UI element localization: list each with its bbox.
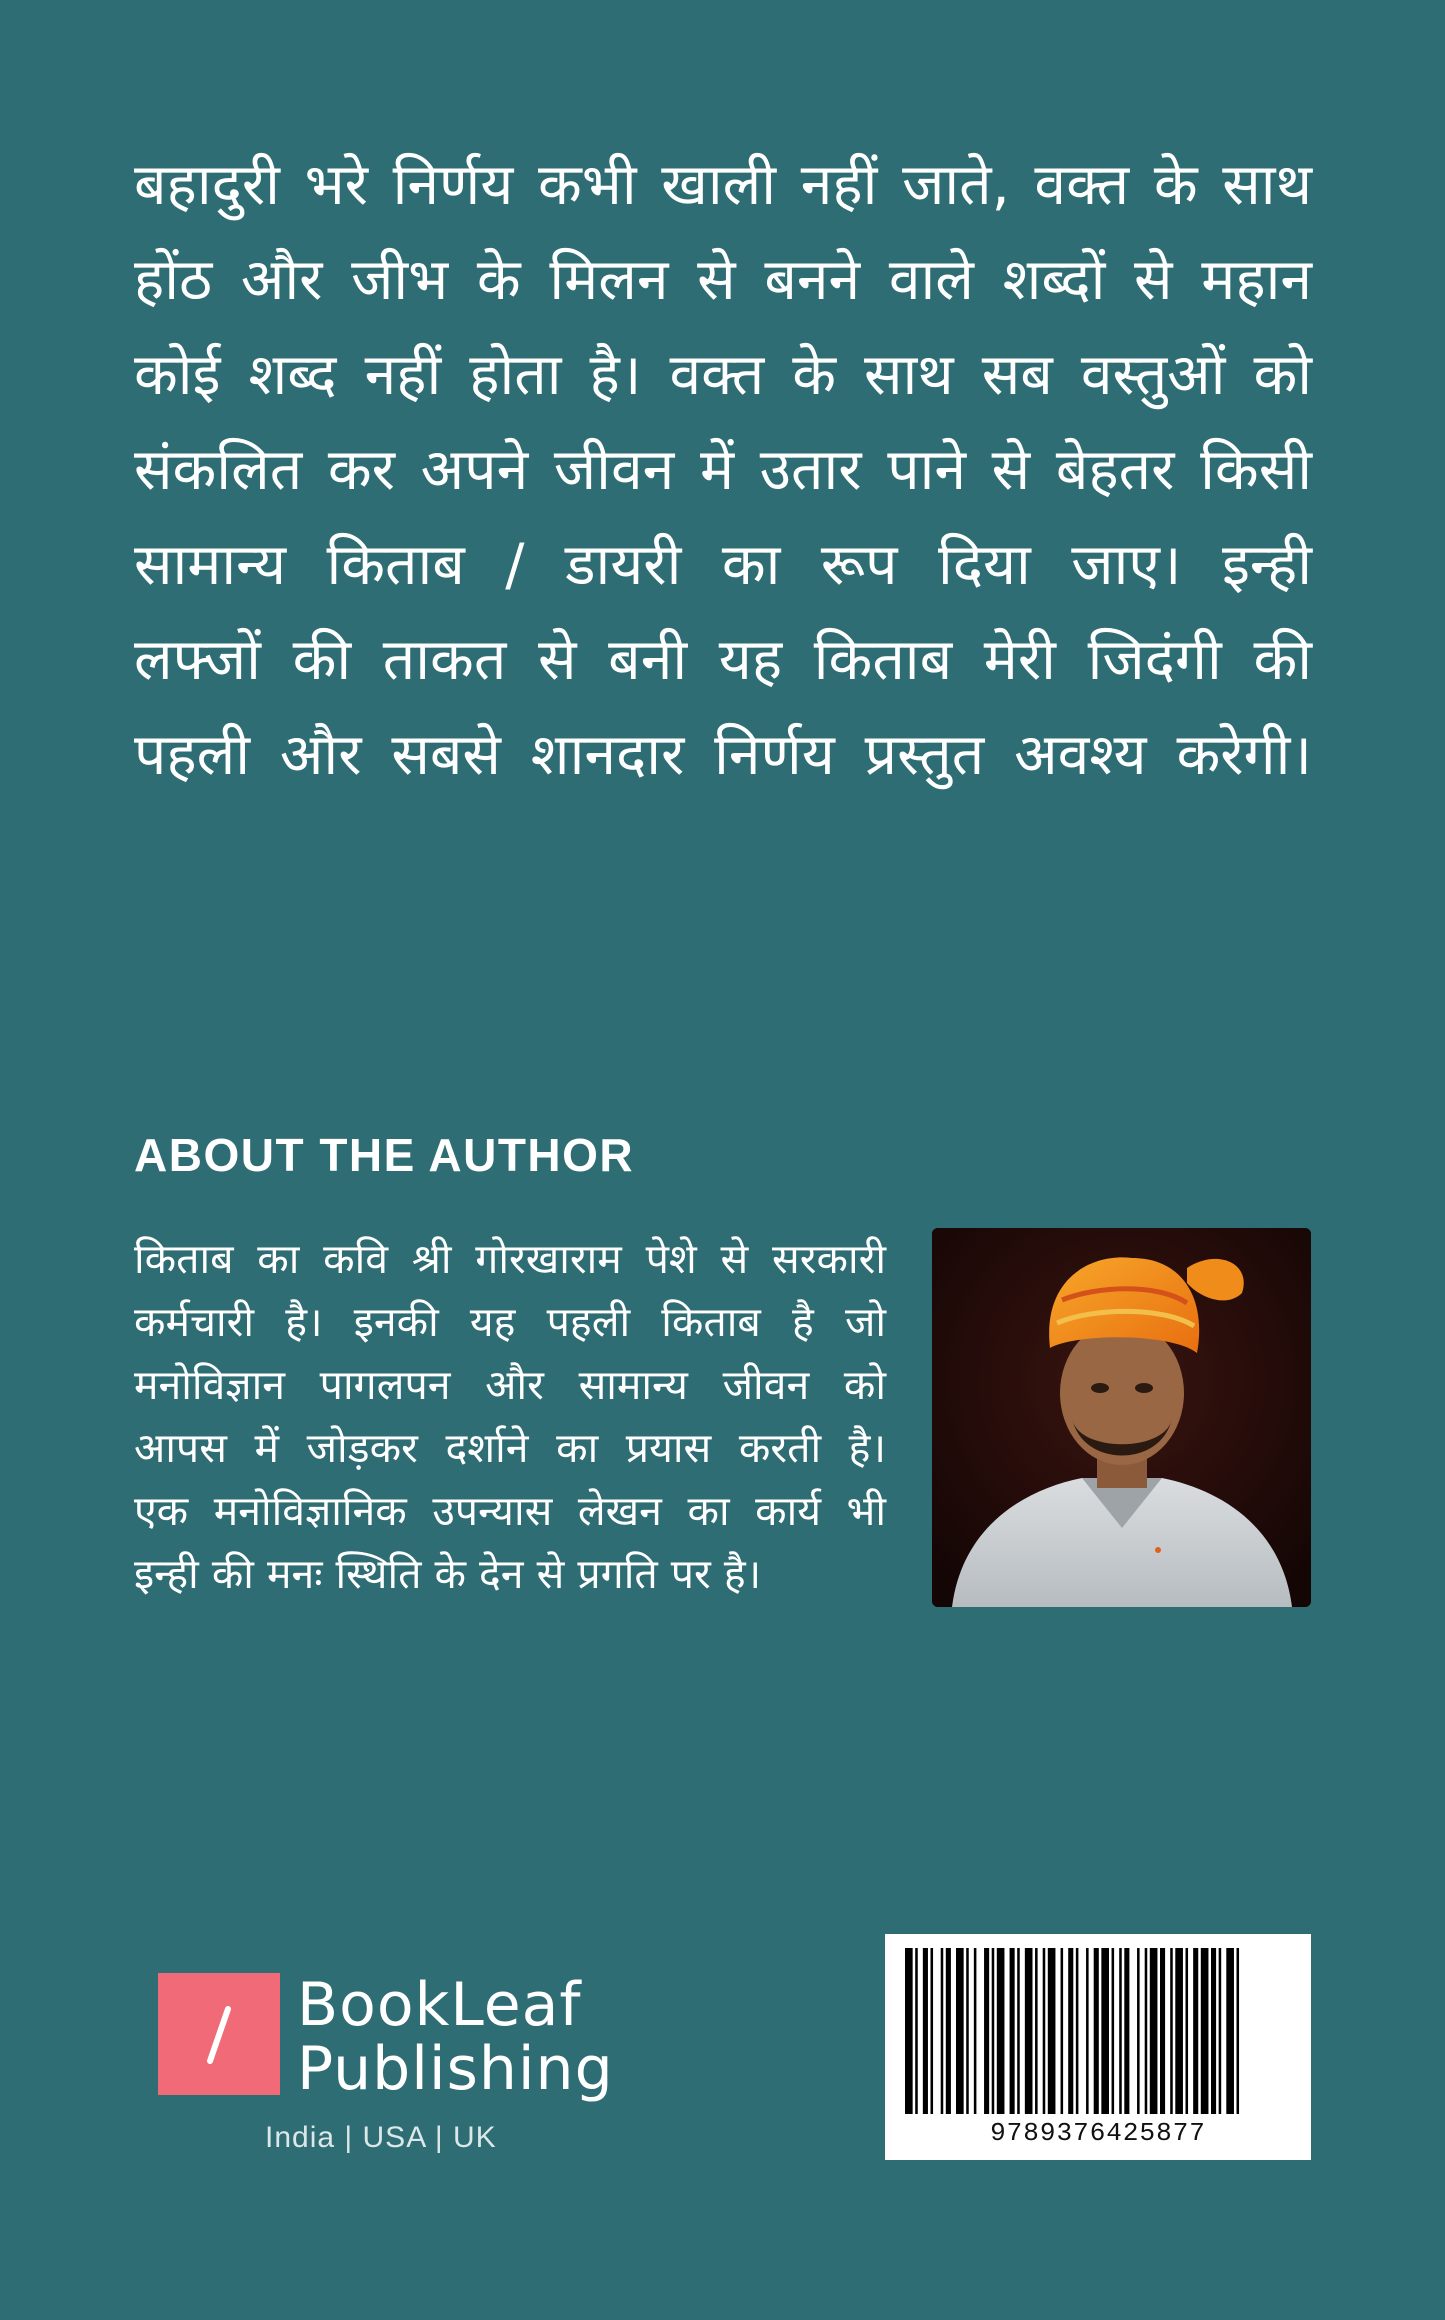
author-bio-line: एक मनोविज्ञानिक उपन्यास लेखन का कार्य भी [134,1487,886,1535]
blurb-line: होंठ और जीभ के मिलन से बनने वाले शब्दों से महान [134,247,1312,313]
author-bio-line: मनोविज्ञान पागलपन और सामान्य जीवन को [134,1361,886,1409]
publisher-name-line1: BookLeaf [297,1970,582,2040]
barcode-bar [1193,1948,1198,2114]
barcode-bar [1160,1948,1165,2114]
blurb-paragraph [134,138,1312,803]
barcode-bar [1219,1948,1222,2114]
blurb-line: लफ्जों की ताकत से बनी यह किताब मेरी जिदंगी की [134,627,1312,693]
barcode-icon [899,1948,1297,2114]
barcode-bar [1237,1948,1240,2114]
blurb-line: कोई शब्द नहीं होता है। वक्त के साथ सब वस्तुओं को [134,342,1312,408]
blurb-line: पहली और सबसे शानदार निर्णय प्रस्तुत अवश्य करेगी। [134,722,1312,788]
barcode-bar [1094,1948,1099,2114]
author-bio [134,1228,886,1606]
barcode-bar [1201,1948,1209,2114]
blurb-line: बहादुरी भरे निर्णय कभी खाली नहीं जाते, वक्त के साथ [134,152,1312,218]
barcode-bar [1226,1948,1234,2114]
barcode-bar [915,1948,918,2114]
barcode-bar [1076,1948,1079,2114]
barcode-bar [1145,1948,1148,2114]
author-bio-line: आपस में जोड़कर दर्शाने का प्रयास करती है। [134,1424,886,1472]
blurb-line: संकलित कर अपने जीवन में उतार पाने से बेहतर किसी [134,437,1312,503]
barcode-bar [992,1948,995,2114]
barcode-bar [956,1948,964,2114]
author-portrait-icon [932,1228,1311,1607]
author-bio-line: कर्मचारी है। इनकी यह पहली किताब है जो [134,1298,886,1346]
barcode-bar [1119,1948,1122,2114]
blurb-line: सामान्य किताब / डायरी का रूप दिया जाए। इन्ही [134,532,1312,598]
publisher-regions: India | USA | UK [265,2121,497,2154]
barcode-bar [1101,1948,1109,2114]
barcode-bar [931,1948,934,2114]
barcode-bar [1150,1948,1158,2114]
barcode-bar [1186,1948,1189,2114]
barcode-bar [984,1948,989,2114]
barcode-bar [941,1948,944,2114]
barcode-bar [1025,1948,1033,2114]
barcode-bar [1086,1948,1089,2114]
barcode-bar [1017,1948,1020,2114]
barcode-bar [1048,1948,1056,2114]
barcode-bar [923,1948,928,2114]
barcode-bar [905,1948,913,2114]
isbn-barcode [885,1934,1311,2160]
barcode-bar [1124,1948,1129,2114]
barcode-bar [1211,1948,1216,2114]
barcode-bar [1035,1948,1038,2114]
barcode-bar [974,1948,977,2114]
barcode-bar [946,1948,951,2114]
barcode-bar [1175,1948,1183,2114]
author-photo [932,1228,1311,1607]
slash-icon [158,1973,280,2095]
barcode-bar [1010,1948,1015,2114]
barcode-bar [1170,1948,1173,2114]
author-bio-line: इन्ही की मनः स्थिति के देन से प्रगति पर है। [134,1550,762,1598]
barcode-bar [1112,1948,1115,2114]
barcode-bar [1068,1948,1073,2114]
publisher-logo [158,1970,614,2173]
publisher-name-line2: Publishing [297,2034,614,2104]
barcode-bar [1061,1948,1064,2114]
bookleaf-logo-mark [158,1973,280,2095]
isbn-number: 9789376425877 [990,2118,1206,2148]
barcode-bar [1137,1948,1140,2114]
barcode-bar [966,1948,969,2114]
author-bio-line: किताब का कवि श्री गोरखाराम पेशे से सरकारी [134,1235,886,1283]
about-author-heading: ABOUT THE AUTHOR [134,1129,635,1181]
barcode-bar [997,1948,1005,2114]
barcode-bar [1043,1948,1046,2114]
